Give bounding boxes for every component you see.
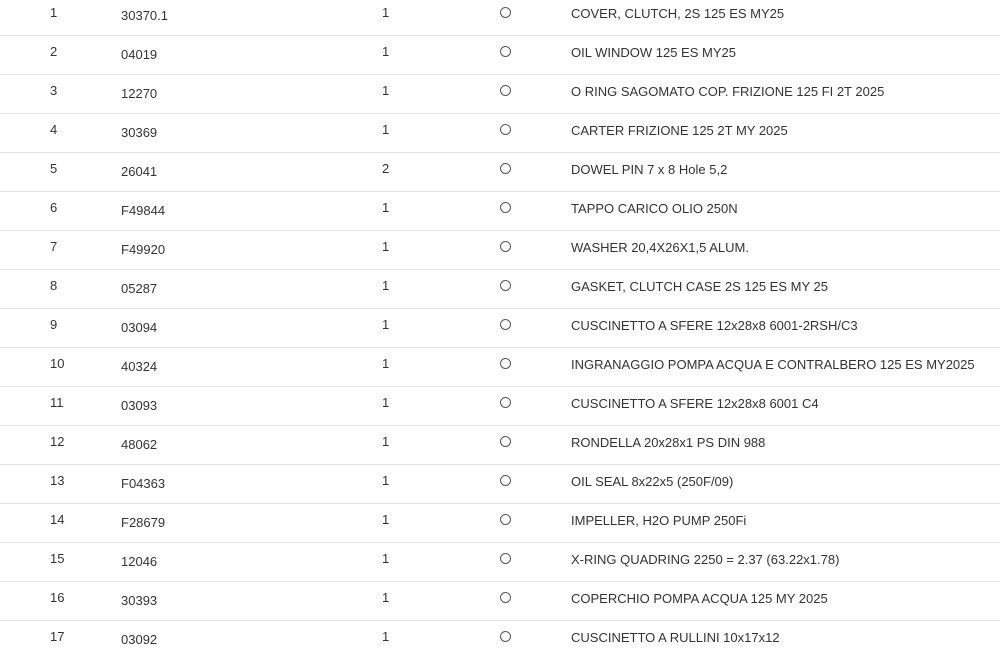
- row-number: 10: [50, 356, 65, 371]
- table-row: [0, 504, 1000, 543]
- row-number: 4: [50, 122, 58, 137]
- row-number: 14: [50, 512, 65, 527]
- quantity: 1: [382, 83, 390, 98]
- row-number: 1: [50, 5, 58, 20]
- row-number: 6: [50, 200, 58, 215]
- select-radio[interactable]: [500, 436, 511, 447]
- part-code: F28679: [121, 515, 166, 530]
- select-radio[interactable]: [500, 631, 511, 642]
- part-code: 48062: [121, 437, 158, 452]
- part-description: WASHER 20,4X26X1,5 ALUM.: [571, 240, 749, 255]
- table-row: [0, 192, 1000, 231]
- row-number: 17: [50, 629, 65, 644]
- part-description: O RING SAGOMATO COP. FRIZIONE 125 FI 2T 2025: [571, 84, 885, 99]
- select-radio[interactable]: [500, 163, 511, 174]
- part-code: 30393: [121, 593, 158, 608]
- quantity: 1: [382, 5, 390, 20]
- part-code: F04363: [121, 476, 166, 491]
- table-row: [0, 621, 1000, 658]
- quantity: 1: [382, 356, 390, 371]
- table-row: [0, 75, 1000, 114]
- select-radio[interactable]: [500, 475, 511, 486]
- select-radio[interactable]: [500, 46, 511, 57]
- quantity: 1: [382, 200, 390, 215]
- quantity: 1: [382, 278, 390, 293]
- part-description: OIL WINDOW 125 ES MY25: [571, 45, 736, 60]
- select-radio[interactable]: [500, 319, 511, 330]
- part-code: 26041: [121, 164, 158, 179]
- table-row: [0, 309, 1000, 348]
- part-description: IMPELLER, H2O PUMP 250Fi: [571, 513, 747, 528]
- row-number: 15: [50, 551, 65, 566]
- table-row: [0, 231, 1000, 270]
- select-radio[interactable]: [500, 202, 511, 213]
- part-description: CARTER FRIZIONE 125 2T MY 2025: [571, 123, 788, 138]
- row-number: 7: [50, 239, 58, 254]
- select-radio[interactable]: [500, 85, 511, 96]
- quantity: 1: [382, 551, 390, 566]
- part-description: CUSCINETTO A RULLINI 10x17x12: [571, 630, 780, 645]
- part-description: COPERCHIO POMPA ACQUA 125 MY 2025: [571, 591, 828, 606]
- row-number: 8: [50, 278, 58, 293]
- row-number: 9: [50, 317, 58, 332]
- table-row: [0, 348, 1000, 387]
- table-row: [0, 0, 1000, 36]
- select-radio[interactable]: [500, 397, 511, 408]
- part-code: 04019: [121, 47, 158, 62]
- quantity: 1: [382, 590, 390, 605]
- select-radio[interactable]: [500, 514, 511, 525]
- quantity: 1: [382, 434, 390, 449]
- table-row: [0, 543, 1000, 582]
- row-number: 13: [50, 473, 65, 488]
- part-code: 03092: [121, 632, 158, 647]
- part-description: GASKET, CLUTCH CASE 2S 125 ES MY 25: [571, 279, 828, 294]
- part-code: 12270: [121, 86, 158, 101]
- quantity: 1: [382, 629, 390, 644]
- row-number: 16: [50, 590, 65, 605]
- select-radio[interactable]: [500, 358, 511, 369]
- quantity: 1: [382, 317, 390, 332]
- row-number: 11: [50, 395, 64, 410]
- part-description: X-RING QUADRING 2250 = 2.37 (63.22x1.78): [571, 552, 840, 567]
- select-radio[interactable]: [500, 241, 511, 252]
- row-number: 12: [50, 434, 65, 449]
- table-row: [0, 36, 1000, 75]
- part-description: TAPPO CARICO OLIO 250N: [571, 201, 738, 216]
- row-number: 3: [50, 83, 58, 98]
- part-description: OIL SEAL 8x22x5 (250F/09): [571, 474, 734, 489]
- table-row: [0, 153, 1000, 192]
- part-code: 03094: [121, 320, 158, 335]
- row-number: 2: [50, 44, 58, 59]
- table-row: [0, 114, 1000, 153]
- part-code: F49844: [121, 203, 166, 218]
- table-row: [0, 270, 1000, 309]
- quantity: 1: [382, 44, 390, 59]
- part-description: COVER, CLUTCH, 2S 125 ES MY25: [571, 6, 785, 21]
- quantity: 1: [382, 512, 390, 527]
- table-row: [0, 426, 1000, 465]
- part-code: 30370.1: [121, 8, 168, 23]
- row-number: 5: [50, 161, 58, 176]
- part-code: 30369: [121, 125, 158, 140]
- select-radio[interactable]: [500, 592, 511, 603]
- table-row: [0, 387, 1000, 426]
- part-description: INGRANAGGIO POMPA ACQUA E CONTRALBERO 125 ES MY2025: [571, 357, 975, 372]
- quantity: 1: [382, 239, 390, 254]
- part-description: RONDELLA 20x28x1 PS DIN 988: [571, 435, 766, 450]
- select-radio[interactable]: [500, 553, 511, 564]
- quantity: 1: [382, 473, 390, 488]
- table-row: [0, 465, 1000, 504]
- part-code: 03093: [121, 398, 158, 413]
- select-radio[interactable]: [500, 7, 511, 18]
- quantity: 2: [382, 161, 390, 176]
- select-radio[interactable]: [500, 280, 511, 291]
- part-code: 12046: [121, 554, 158, 569]
- part-description: CUSCINETTO A SFERE 12x28x8 6001-2RSH/C3: [571, 318, 858, 333]
- table-row: [0, 582, 1000, 621]
- part-description: CUSCINETTO A SFERE 12x28x8 6001 C4: [571, 396, 819, 411]
- part-code: 40324: [121, 359, 158, 374]
- part-code: 05287: [121, 281, 158, 296]
- quantity: 1: [382, 395, 390, 410]
- part-description: DOWEL PIN 7 x 8 Hole 5,2: [571, 162, 728, 177]
- select-radio[interactable]: [500, 124, 511, 135]
- quantity: 1: [382, 122, 390, 137]
- part-code: F49920: [121, 242, 166, 257]
